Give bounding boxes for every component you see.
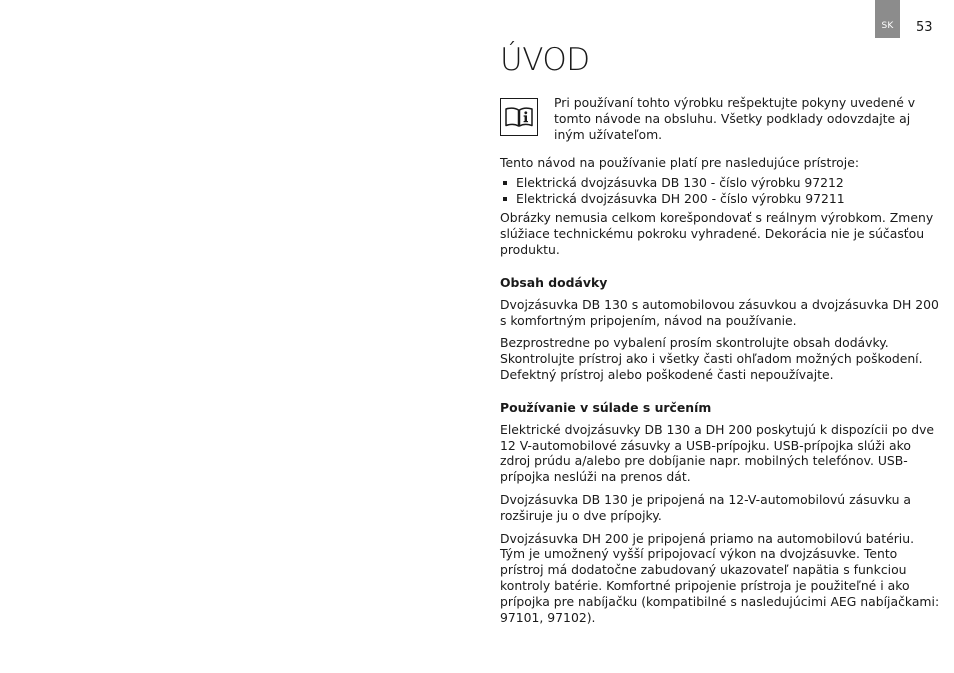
delivery-paragraph: Bezprostredne po vybalení prosím skontrolujte obsah dodávky. Skontrolujte prístroj ako i všetky časti ohľadom možných poškodení. Defektný prístroj alebo poškodené časti nepoužívajte. (500, 335, 923, 382)
page-title: ÚVOD (500, 42, 590, 78)
read-manual-icon (500, 98, 538, 136)
list-item: Elektrická dvojzásuvka DB 130 - číslo výrobku 97212 (500, 175, 940, 191)
device-list (500, 175, 940, 207)
intended-use-paragraph: Elektrické dvojzásuvky DB 130 a DH 200 poskytujú k dispozícii po dve 12 V-automobilové zásuvky a USB-prípojku. USB-prípojka slúži ako zdroj prúdu a/alebo pre dobíjanie napr. mobilných telefónov. USB-prípojka neslúži na prenos dát. (500, 421, 935, 485)
info-note (500, 95, 940, 147)
language-tab (875, 0, 900, 38)
page-number: 53 (916, 20, 933, 35)
disclaimer-text: Obrázky nemusia celkom korešpondovať s reálnym výrobkom. Zmeny slúžiace technickému pokroku vyhradené. Dekorácia nie je súčasťou produktu. (500, 210, 934, 257)
open-book-info-icon (504, 106, 534, 128)
page-content (500, 40, 940, 625)
delivery-heading: Obsah dodávky (500, 274, 608, 290)
info-note-text: Pri používaní tohto výrobku rešpektujte pokyny uvedené v tomto návode na obsluhu. Všetky podklady odovzdajte aj iným užívateľom. (554, 95, 916, 142)
list-item: Elektrická dvojzásuvka DH 200 - číslo výrobku 97211 (500, 191, 940, 207)
intended-use-paragraph: Dvojzásuvka DB 130 je pripojená na 12-V-automobilovú zásuvku a rozširuje ju o dve prípojky. (500, 491, 912, 523)
intended-use-heading: Používanie v súlade s určením (500, 399, 712, 415)
language-code: SK (881, 21, 894, 31)
intended-use-paragraph: Dvojzásuvka DH 200 je pripojená priamo na automobilovú batériu. Tým je umožnený vyšší pripojovací výkon na dvojzásuvke. Tento prístroj má dodatočne zabudovaný ukazovateľ napätia s funkciou kontroly batérie. Komfortné pripojenie prístroja je použiteľné i ako prípojka pre nabíjačku (kompatibilné s nasledujúcimi AEG nabíjačkami: 97101, 97102). (500, 530, 940, 625)
applies-to-text: Tento návod na používanie platí pre nasledujúce prístroje: (500, 155, 859, 170)
delivery-paragraph: Dvojzásuvka DB 130 s automobilovou zásuvkou a dvojzásuvka DH 200 s komfortným pripojením, návod na používanie. (500, 296, 939, 328)
